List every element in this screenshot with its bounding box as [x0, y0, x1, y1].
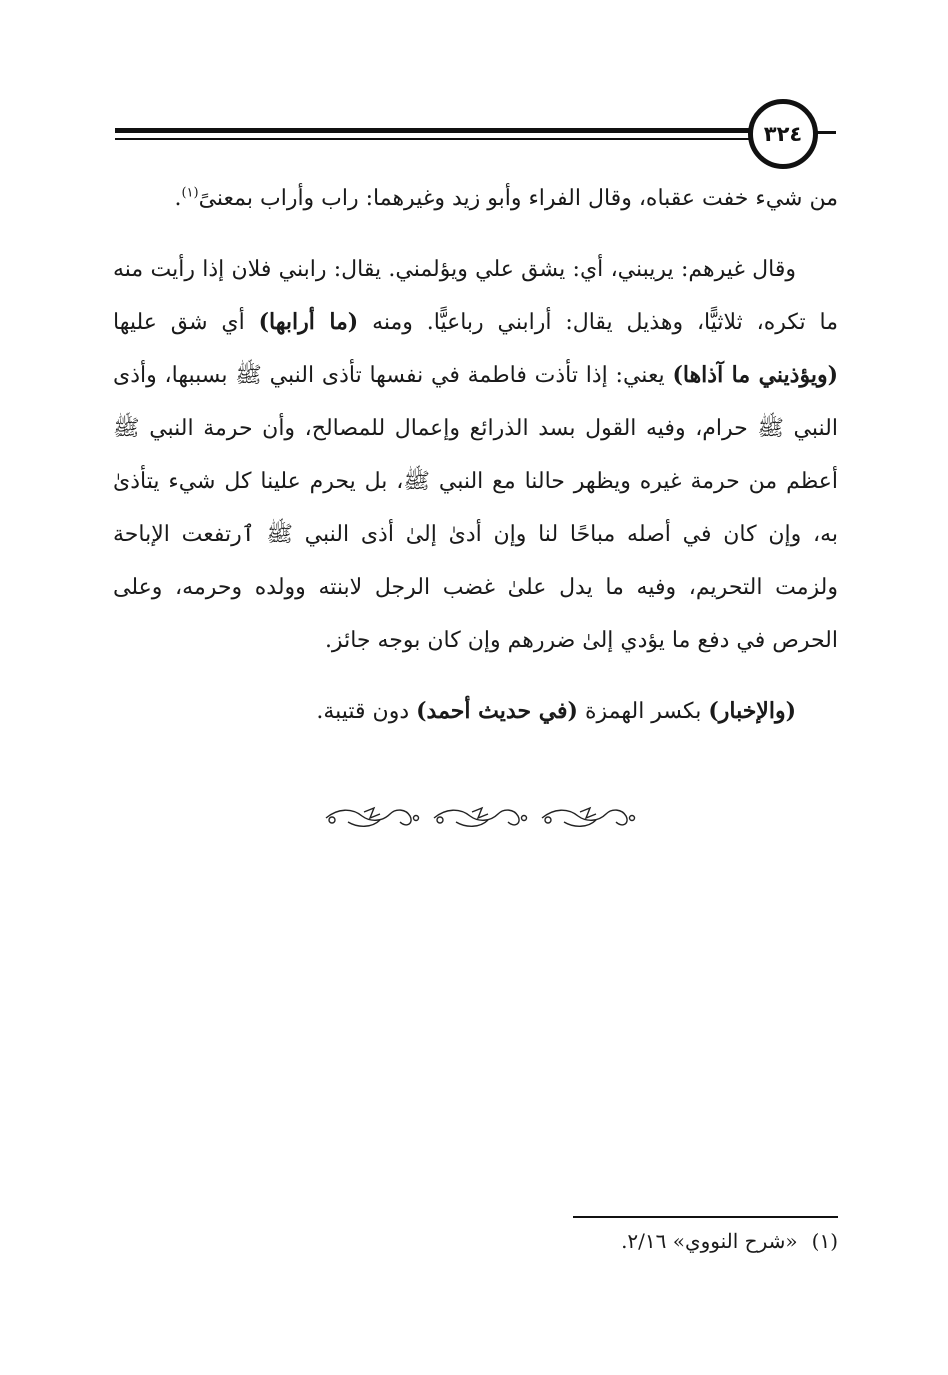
- quote-hadith-ahmad: (في حديث أحمد): [416, 698, 578, 724]
- footnote-separator: [573, 1216, 838, 1218]
- footnote-text: «شرح النووي» ٢/١٦.: [621, 1229, 798, 1253]
- main-text: [113, 172, 838, 738]
- paragraph-3: [113, 685, 838, 738]
- footnote-number: (١): [811, 1229, 838, 1253]
- paragraph-2-part-a: وقال غيرهم: يريبني، أي: يشق علي ويؤلمني. يقال: رابني فلان إذا رأيت منه ما تكره، ثلاثيًّا، وهذيل يقال: أرابني رباعيًّا. ومنه: [113, 257, 838, 335]
- paragraph-1-text: من شيء خفت عقباه، وقال الفراء وأبو زيد وغيرهما: راب وأراب بمعنىً: [198, 186, 838, 211]
- ornament-unit-left: [326, 808, 419, 826]
- paragraph-3-part-d: دون قتيبة.: [316, 699, 417, 724]
- header-rule-thin: [115, 138, 755, 140]
- quote-yuthini: (ويؤذيني ما آذاها): [672, 362, 839, 388]
- paragraph-2: [113, 243, 838, 667]
- quote-wal-ikhbar: (والإخبار): [708, 698, 796, 724]
- ornament-unit-middle: [434, 808, 527, 826]
- paragraph-1: [113, 172, 838, 225]
- footnote: [420, 1226, 838, 1256]
- footnote-ref: (١): [181, 185, 199, 201]
- paragraph-3-part-b: بكسر الهمزة: [577, 699, 709, 724]
- header-rule-thick: [115, 128, 755, 133]
- page-number: ٣٢٤: [748, 99, 818, 169]
- section-divider-ornament: [318, 800, 638, 836]
- paragraph-1-end: .: [174, 186, 182, 211]
- ornament-unit-right: [542, 808, 635, 826]
- paragraph-2-part-c: أي شق عليها: [113, 310, 259, 335]
- quote-ma-arabaha: (ما أرابها): [258, 309, 359, 335]
- paragraph-2-part-e: يعني: إذا تأذت فاطمة في نفسها تأذى النبي ﷺ بسببها، وأذى النبي ﷺ حرام، وفيه القول بسد الذرائع وإعمال للمصالح، وأن حرمة النبي ﷺ أعظم من حرمة غيره ويظهر حالنا مع النبي ﷺ، بل يحرم علينا كل شيء يتأذىٰ به، وإن كان في أصله مباحًا لنا وإن أدىٰ إلىٰ أذى النبي ﷺ ٱرتفعت الإباحة ولزمت التحريم، وفيه ما يدل علىٰ غضب الرجل لابنته وولده وحرمه، وعلى الحرص في دفع ما يؤدي إلىٰ ضررهم وإن كان بوجه جائز.: [113, 363, 838, 653]
